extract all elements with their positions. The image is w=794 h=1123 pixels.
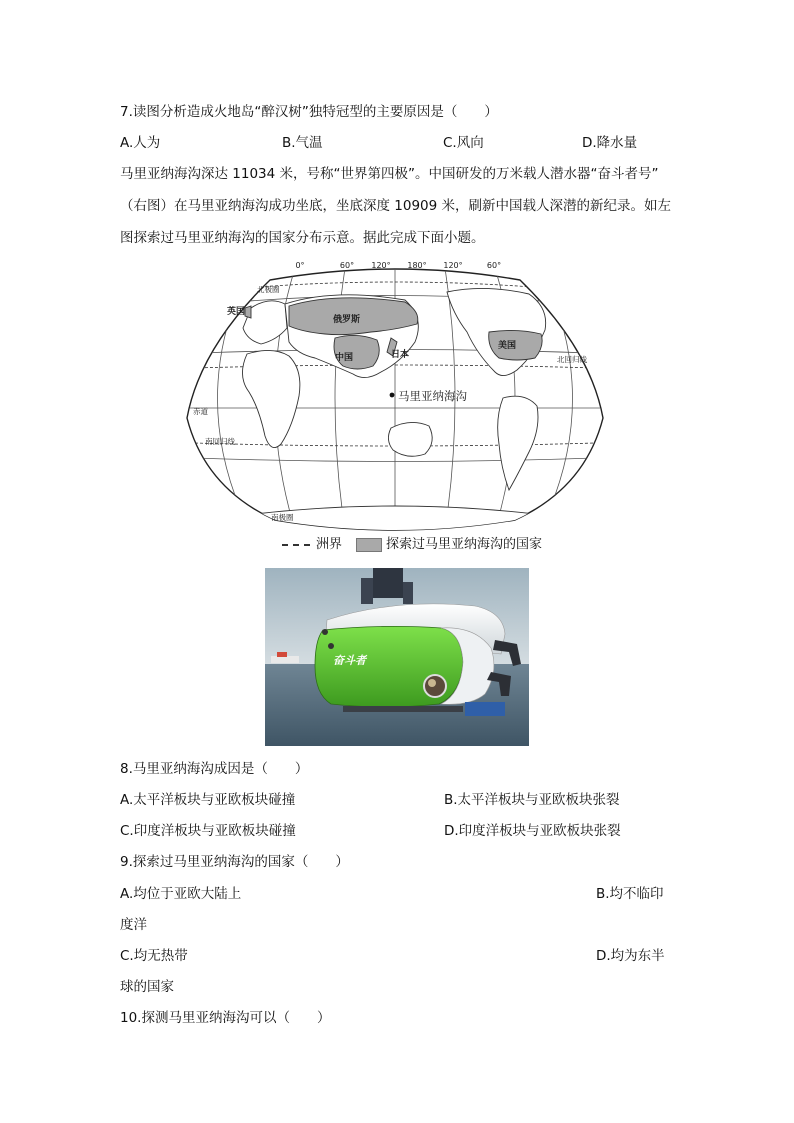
label-russia: 俄罗斯 <box>333 315 361 325</box>
passage-line-2: （右图）在马里亚纳海沟成功坐底，坐底深度 10909 米，刷新中国载人深潜的新纪录。如左 <box>120 198 672 214</box>
australia-shape <box>388 422 432 456</box>
world-map <box>185 258 605 536</box>
q7-stem: 7.读图分析造成火地岛“醉汉树”独特冠型的主要原因是（ ） <box>120 104 498 120</box>
q9-option-d: D.均为东半 <box>596 948 665 964</box>
submersible-photo <box>265 568 529 746</box>
q7-option-d: D.降水量 <box>582 135 638 151</box>
q7-option-b: B.气温 <box>282 135 323 151</box>
passage-line-1: 马里亚纳海沟深达 11034 米，号称“世界第四极”。中国研发的万米载人潜水器“奋斗者号” <box>120 166 659 182</box>
label-uk: 英国 <box>227 307 246 317</box>
lon-label-5: 60° <box>486 261 502 270</box>
label-usa: 美国 <box>498 341 517 351</box>
q7-option-a: A.人为 <box>120 135 161 151</box>
sample-basket <box>465 702 505 716</box>
explorer-legend-icon <box>356 538 382 552</box>
lon-label-3: 180° <box>407 261 427 270</box>
q8-stem: 8.马里亚纳海沟成因是（ ） <box>120 761 309 777</box>
lon-label-4: 120° <box>443 261 463 270</box>
lat-arctic: 北极圈 <box>257 285 280 294</box>
trench-marker-icon <box>390 393 395 398</box>
crane-frame <box>373 568 403 598</box>
label-trench: 马里亚纳海沟 <box>398 389 467 403</box>
label-japan: 日本 <box>391 350 410 360</box>
q8-option-a: A.太平洋板块与亚欧板块碰撞 <box>120 792 296 808</box>
world-map-svg <box>185 258 605 536</box>
passage-line-3: 图探索过马里亚纳海沟的国家分布示意。据此完成下面小题。 <box>120 230 485 246</box>
q7-option-c: C.风向 <box>443 135 484 151</box>
q9-option-b: B.均不临印 <box>596 886 664 902</box>
boundary-legend-icon <box>282 544 310 546</box>
q9-stem: 9.探索过马里亚纳海沟的国家（ ） <box>120 854 349 870</box>
legend-boundary-label: 洲界 <box>316 537 343 552</box>
viewport-icon <box>424 675 446 697</box>
q8-option-c: C.印度洋板块与亚欧板块碰撞 <box>120 823 296 839</box>
lat-tropic-n: 北回归线 <box>557 355 587 364</box>
q8-option-d: D.印度洋板块与亚欧板块张裂 <box>444 823 621 839</box>
q9-option-c: C.均无热带 <box>120 948 188 964</box>
submersible-illustration <box>265 568 529 746</box>
q9-option-a: A.均位于亚欧大陆上 <box>120 886 242 902</box>
label-china: 中国 <box>335 353 354 363</box>
map-legend <box>282 537 542 553</box>
lat-antarctic: 南极圈 <box>271 513 294 522</box>
lon-label-0: 0° <box>295 261 305 270</box>
antarctica-shape <box>255 506 535 536</box>
lon-label-2: 120° <box>371 261 391 270</box>
lat-equator: 赤道 <box>193 407 208 416</box>
distant-ship <box>271 656 299 663</box>
q8-option-b: B.太平洋板块与亚欧板块张裂 <box>444 792 620 808</box>
lon-label-1: 60° <box>339 261 355 270</box>
lat-tropic-s: 南回归线 <box>205 437 235 446</box>
uk-shape <box>245 306 251 318</box>
q10-stem: 10.探测马里亚纳海沟可以（ ） <box>120 1010 331 1026</box>
skid <box>343 706 463 712</box>
q9-option-b-cont: 度洋 <box>120 917 147 933</box>
hull-name: 奋斗者 <box>333 654 366 667</box>
legend-explorer-label: 探索过马里亚纳海沟的国家 <box>386 537 543 552</box>
q9-option-d-cont: 球的国家 <box>120 979 174 995</box>
